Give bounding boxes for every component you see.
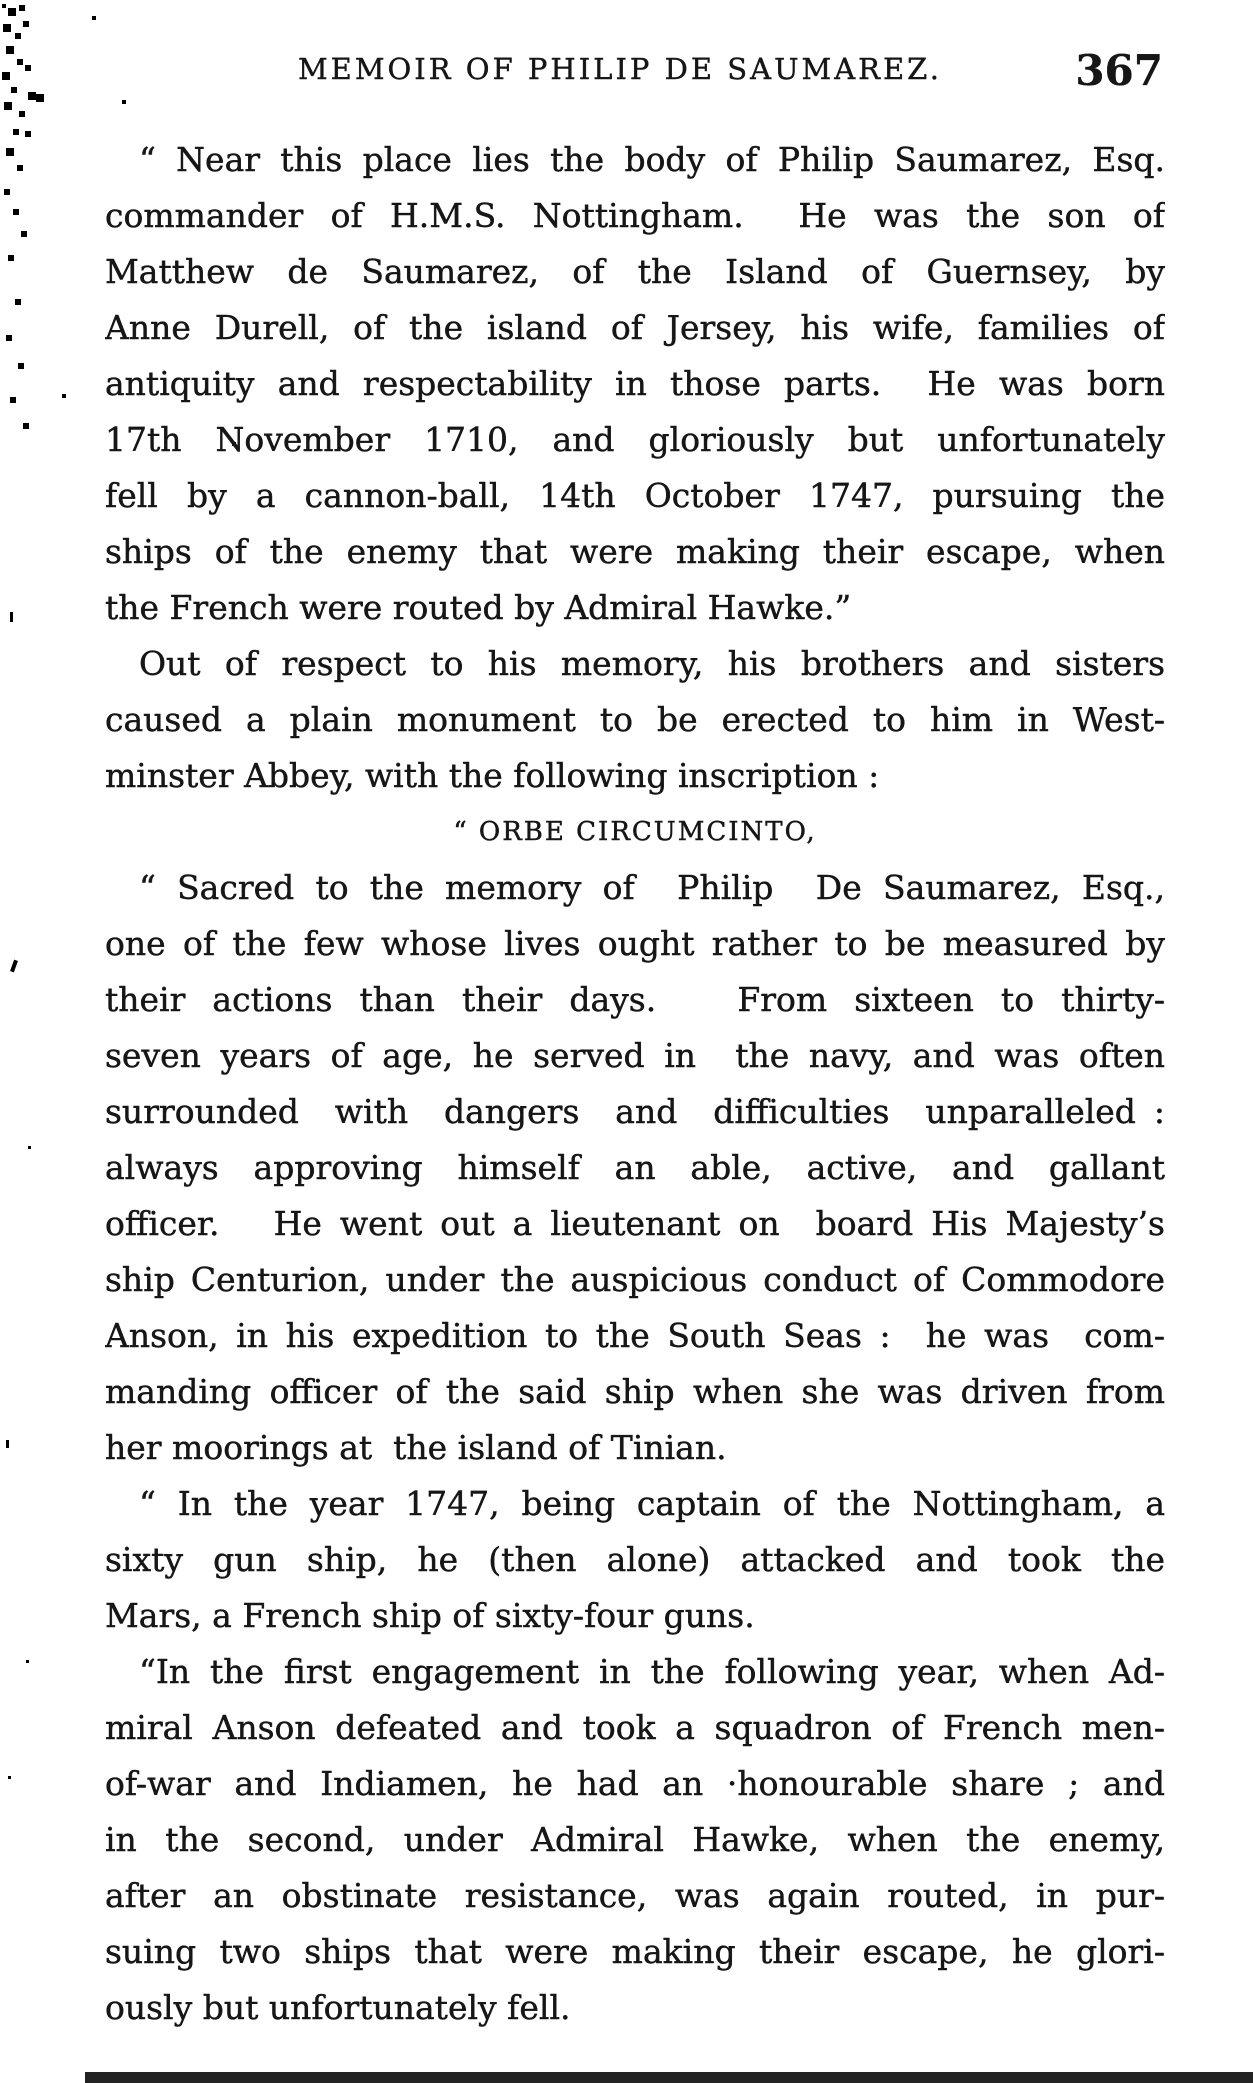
text-line: Anne Durell, of the island of Jersey, his wife, families of — [105, 308, 1165, 347]
text-line: “ Near this place lies the body of Philip Saumarez, Esq. — [139, 140, 1165, 179]
text-line: officer. He went out a lieutenant on board His Majesty’s — [105, 1204, 1165, 1243]
paragraph-2 — [105, 636, 1165, 804]
text-line: caused a plain monument to be erected to him in West- — [105, 700, 1165, 739]
paragraph-5 — [105, 1476, 1165, 1644]
text-line: manding officer of the said ship when she was driven from — [105, 1372, 1165, 1411]
paragraph-4 — [105, 860, 1165, 1476]
text-line: ship Centurion, under the auspicious conduct of Commodore — [105, 1260, 1165, 1299]
paragraph-3 — [105, 804, 1165, 860]
text-line: one of the few whose lives ought rather to be measured by — [105, 924, 1165, 963]
page-header — [105, 46, 1165, 106]
text-line: their actions than their days. From sixteen to thirty- — [105, 980, 1165, 1019]
scan-noise-mark — [28, 1146, 31, 1149]
text-line: “ Sacred to the memory of Philip De Saumarez, Esq., — [139, 868, 1165, 907]
text-line: the French were routed by Admiral Hawke.” — [105, 588, 852, 627]
page-number: 367 — [1075, 46, 1163, 95]
text-line: surrounded with dangers and difficulties unparalleled : — [105, 1092, 1165, 1131]
text-line: always approving himself an able, active, and gallant — [105, 1148, 1165, 1187]
text-line: “ In the year 1747, being captain of the Nottingham, a — [139, 1484, 1165, 1523]
text-line: Matthew de Saumarez, of the Island of Guernsey, by — [105, 252, 1165, 291]
text-line: “In the first engagement in the following year, when Ad- — [139, 1652, 1165, 1691]
text-line: “ ORBE CIRCUMCINTO, — [453, 817, 817, 847]
text-line: seven years of age, he served in the navy, and was often — [105, 1036, 1165, 1075]
text-line: in the second, under Admiral Hawke, when the enemy, — [105, 1820, 1165, 1859]
scan-noise-mark — [26, 1660, 29, 1663]
text-line: her moorings at the island of Tinian. — [105, 1428, 727, 1467]
text-line: of-war and Indiamen, he had an ·honourable share ; and — [105, 1764, 1165, 1803]
paragraph-6 — [105, 1644, 1165, 2036]
paragraph-1 — [105, 132, 1165, 636]
text-line: Anson, in his expedition to the South Seas : he was com- — [105, 1316, 1165, 1355]
text-line: miral Anson defeated and took a squadron of French men- — [105, 1708, 1165, 1747]
text-line: after an obstinate resistance, was again routed, in pur- — [105, 1876, 1165, 1915]
text-line: antiquity and respectability in those parts. He was born — [105, 364, 1165, 403]
text-line: commander of H.M.S. Nottingham. He was the son of — [105, 196, 1165, 235]
text-line: sixty gun ship, he (then alone) attacked and took the — [105, 1540, 1165, 1579]
scan-noise-mark — [10, 612, 13, 622]
text-line: Out of respect to his memory, his brothers and sisters — [139, 644, 1165, 683]
scan-noise-mark — [8, 1776, 11, 1779]
page-body — [105, 132, 1165, 2036]
text-line: suing two ships that were making their escape, he glori- — [105, 1932, 1165, 1971]
running-title: MEMOIR OF PHILIP DE SAUMAREZ. — [297, 52, 943, 86]
scan-noise — [2, 4, 6, 8]
scan-noise-mark — [6, 1440, 9, 1448]
text-line: fell by a cannon-ball, 14th October 1747, pursuing the — [105, 476, 1165, 515]
text-line: minster Abbey, with the following inscription : — [105, 756, 880, 795]
text-line: ously but unfortunately fell. — [105, 1988, 571, 2027]
text-line: Mars, a French ship of sixty-four guns. — [105, 1596, 755, 1635]
scan-edge-bar — [85, 2072, 1253, 2083]
text-line: 17th November 1710, and gloriously but unfortunately — [105, 420, 1165, 459]
scan-noise-mark — [10, 960, 18, 973]
text-line: ships of the enemy that were making their escape, when — [105, 532, 1165, 571]
